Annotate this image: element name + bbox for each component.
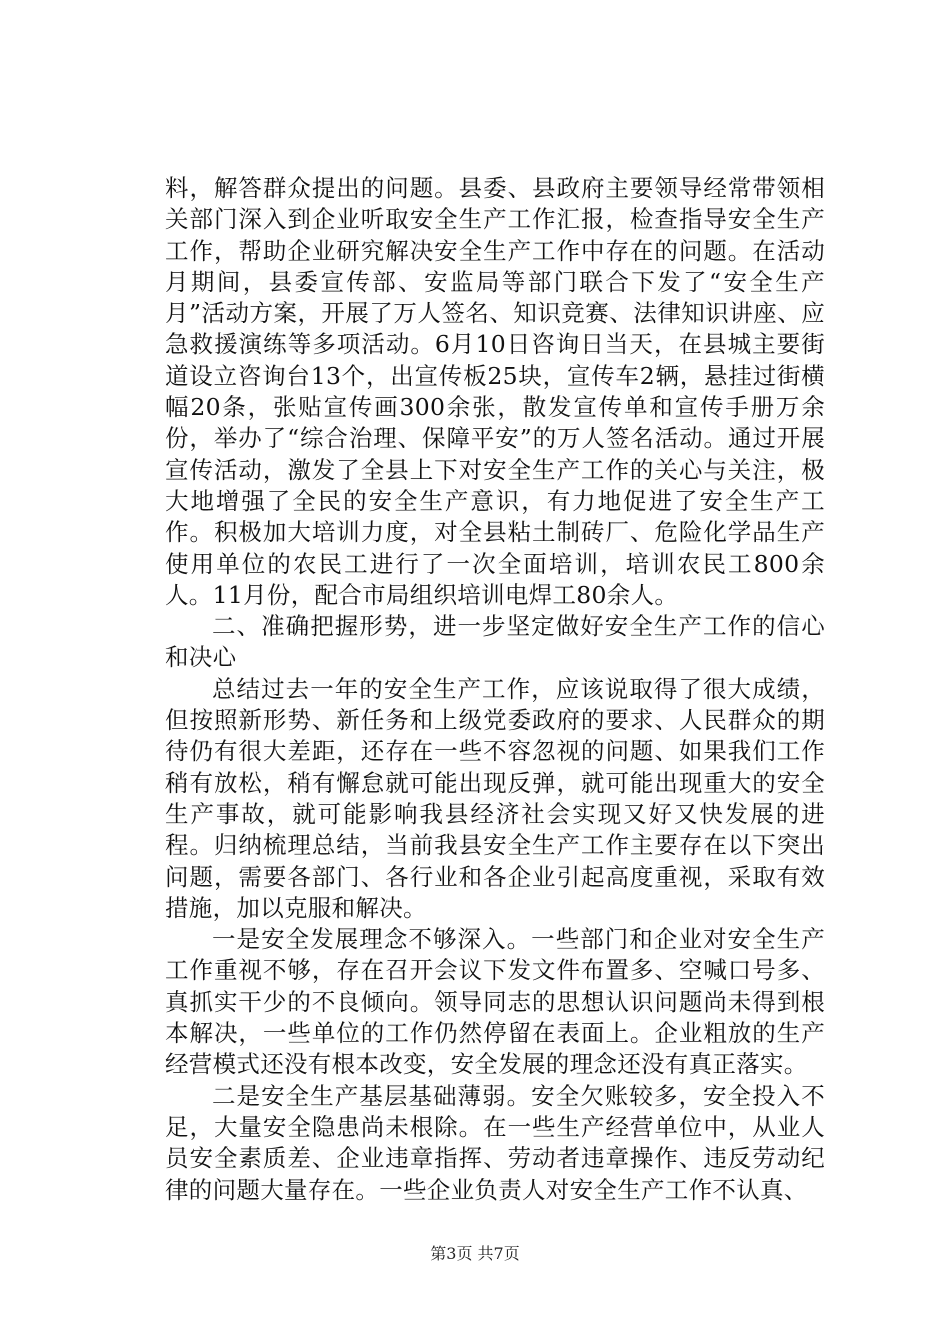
page-footer: 第3页 共7页 (430, 1244, 520, 1263)
paragraph-summary: 总结过去一年的安全生产工作，应该说取得了很大成绩，但按照新形势、新任务和上级党委政府的要求、人民群众的期待仍有很大差距，还存在一些不容忽视的问题、如果我们工作稍有放松，稍有懈怠就可能出现反弹，就可能出现重大的安全生产事故，就可能影响我县经济社会实现又好又快发展的进程。归纳梳理总结，当前我县安全生产工作主要存在以下突出问题，需要各部门、各行业和各企业引起高度重视，采取有效措施，加以克服和解决。 (165, 674, 825, 922)
document-body (165, 173, 825, 1206)
paragraph-issue-one: 一是安全发展理念不够深入。一些部门和企业对安全生产工作重视不够，存在召开会议下发文件布置多、空喊口号多、真抓实干少的不良倾向。领导同志的思想认识问题尚未得到根本解决，一些单位的工作仍然停留在表面上。企业粗放的生产经营模式还没有根本改变，安全发展的理念还没有真正落实。 (165, 925, 825, 1079)
paragraph-continuation: 料，解答群众提出的问题。县委、县政府主要领导经常带领相关部门深入到企业听取安全生产工作汇报，检查指导安全生产工作，帮助企业研究解决安全生产工作中存在的问题。在活动月期间，县委宣传部、安监局等部门联合下发了“安全生产月”活动方案，开展了万人签名、知识竞赛、法律知识讲座、应急救援演练等多项活动。6月10日咨询日当天，在县城主要街道设立咨询台13个，出宣传板25块，宣传车2辆，悬挂过街横幅20条，张贴宣传画300余张，散发宣传单和宣传手册万余份，举办了“综合治理、保障平安”的万人签名活动。通过开展宣传活动，激发了全县上下对安全生产工作的关心与关注，极大地增强了全民的安全生产意识，有力地促进了安全生产工作。积极加大培训力度，对全县粘土制砖厂、危险化学品生产使用单位的农民工进行了一次全面培训，培训农民工800余人。11月份，配合市局组织培训电焊工80余人。 (165, 174, 825, 609)
section-heading: 二、准确把握形势，进一步坚定做好安全生产工作的信心和决心 (165, 612, 825, 672)
paragraph-issue-two: 二是安全生产基层基础薄弱。安全欠账较多，安全投入不足，大量安全隐患尚未根除。在一些生产经营单位中，从业人员安全素质差、企业违章指挥、劳动者违章操作、违反劳动纪律的问题大量存在。一些企业负责人对安全生产工作不认真、 (165, 1081, 825, 1204)
